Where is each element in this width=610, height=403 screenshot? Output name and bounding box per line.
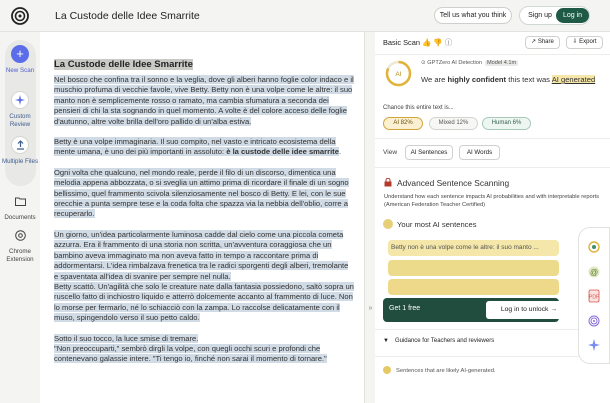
tab-basic-scan[interactable]: Basic Scan (383, 38, 420, 47)
model-icon: ⊙ (421, 60, 426, 66)
gptzero-logo-icon[interactable] (10, 6, 30, 26)
legend: Sentences that are likely AI-generated. (383, 366, 496, 374)
sidebar-item-label: Chrome Extension (6, 248, 34, 263)
export-button[interactable]: ⇩ Export (566, 36, 603, 49)
paragraph-2[interactable]: Betty è una volpe immaginaria. Il suo compito, nel vasto e intricato ecosistema della mente umana, è uno dei più importanti in assoluto: è la custode delle idee smarrite. (54, 137, 342, 157)
document-editor[interactable] (40, 32, 365, 403)
ai-percent-pill[interactable]: AI 82% (383, 117, 423, 130)
gauge-label: AI (395, 71, 402, 78)
upload-icon (11, 136, 29, 154)
ai-words-button[interactable]: AI Words (459, 145, 500, 160)
floating-toolbar (578, 227, 610, 364)
model-version-badge: Model 4.1m (486, 60, 517, 66)
ai-gauge (385, 60, 412, 87)
log-in-to-unlock-button[interactable]: Log in to unlock → (486, 301, 572, 319)
sidebar-item-custom-review[interactable] (0, 91, 40, 128)
thumbs-up-icon[interactable]: 👍 (422, 38, 434, 47)
feedback-icons (422, 37, 454, 48)
svg-text:@: @ (589, 268, 599, 277)
chevron-down-icon: ▼ (383, 338, 389, 344)
ai-sentences-button[interactable]: AI Sentences (405, 145, 453, 160)
export-icon: ⇩ (572, 39, 578, 45)
left-sidebar (0, 32, 40, 403)
plus-icon: + (11, 45, 29, 63)
results-panel (375, 32, 610, 403)
sparkle-icon (11, 91, 29, 109)
sidebar-item-label: Multiple Files (1, 158, 39, 165)
pdf-icon[interactable] (587, 289, 601, 303)
paragraph-1[interactable]: Nel bosco che confina tra il sonno e la veglia, dove gli alberi hanno foglie color indaco e il muschio profuma di vecchie favole, vive Betty. Betty non è una volpe come le altre: il suo manto non è semplicemente rosso o ramato, ma cambia sfumatura a seconda dei pensieri di chi la sta sognando in quel momento. A volte è del colore acceso delle foglie d'autunno, altre volte brilla dell'oro pallido di un'alba estiva. (54, 75, 354, 126)
human-percent-pill[interactable]: Human 6% (482, 117, 531, 130)
sidebar-item-label: Documents (4, 214, 36, 221)
document-title[interactable]: La Custode delle Idee Smarrite (55, 10, 200, 22)
thumbs-down-icon[interactable]: 👎 (433, 38, 445, 47)
sidebar-item-multiple-files[interactable] (0, 136, 40, 166)
refresh-icon[interactable] (587, 240, 601, 254)
sign-up-button[interactable]: Sign up (528, 12, 552, 19)
info-icon[interactable]: ⓘ (444, 38, 455, 47)
chrome-icon (11, 226, 29, 244)
divider (375, 356, 610, 357)
collapse-panel-button[interactable]: » (368, 305, 373, 312)
top-ai-sentence[interactable]: Betty non è una volpe come le altre: il suo manto ... (388, 240, 559, 256)
sidebar-item-label: New Scan (5, 67, 35, 74)
plagiarism-icon[interactable] (587, 265, 601, 279)
share-button[interactable]: ↗ Share (525, 36, 560, 49)
log-in-button[interactable]: Log in (556, 8, 589, 23)
sidebar-item-documents[interactable] (0, 192, 40, 222)
verdict-text: We are highly confident this text was AI generated (421, 75, 596, 84)
paragraph-5[interactable]: Sotto il suo tocco, la luce smise di tremare. "Non preoccuparti," sembrò dirgli la volpe, con quegli occhi scuri e profondi che contenevano galassie intere. "Ti tengo io, finché non sarai il momento di tornare." (54, 333, 327, 364)
divider (375, 54, 610, 55)
ai-generated-label[interactable]: AI generated (551, 75, 596, 84)
get-free-label: Get 1 free (389, 305, 421, 312)
model-info: ⊙ GPTZero AI Detection Model 4.1m (421, 60, 517, 66)
top-ai-sentences-title: Your most AI sentences (397, 220, 477, 229)
locked-sentence (388, 260, 559, 276)
share-icon: ↗ (531, 39, 537, 45)
chance-label: Chance this entire text is... (383, 105, 454, 111)
ai-sentences-icon (383, 219, 393, 229)
auth-buttons (519, 6, 590, 25)
legend-dot (383, 366, 391, 374)
sidebar-item-label: Custom Review (9, 113, 31, 128)
divider (375, 167, 610, 168)
sparkle-icon[interactable] (587, 338, 601, 352)
editor-title[interactable]: La Custode delle Idee Smarrite (54, 59, 193, 70)
locked-sentence (388, 279, 559, 295)
divider (375, 329, 610, 330)
folder-icon (11, 192, 29, 210)
lock-icon (384, 178, 392, 187)
fingerprint-icon[interactable] (587, 314, 601, 328)
sidebar-item-chrome-extension[interactable] (0, 226, 40, 263)
guidance-toggle[interactable]: ▼ Guidance for Teachers and reviewers (383, 338, 495, 344)
advanced-scanning-description: Understand how each sentence impacts AI probabilities and with interpretable reports (American Federation Teacher Certified) (384, 194, 599, 208)
feedback-button[interactable]: Tell us what you think (434, 7, 512, 24)
sidebar-item-new-scan[interactable] (0, 45, 40, 75)
advanced-scanning-title: Advanced Sentence Scanning (397, 178, 510, 188)
mixed-percent-pill[interactable]: Mixed 12% (429, 117, 478, 130)
unlock-banner (383, 298, 559, 322)
divider (375, 138, 610, 139)
svg-text:PDF: PDF (589, 294, 599, 301)
top-bar (0, 0, 610, 32)
paragraph-3[interactable]: Ogni volta che qualcuno, nel mondo reale, perde il filo di un discorso, dimentica una melodia appena abbozzata, o si sveglia un attimo prima di ricordare il finale di un sogno bellissimo, quel frammento scivola silenziosamente nel bosco di Betty. E lei, con le sue orecchie a punta sempre tese e la coda folta che spazza via la nebbia dell'oblio, corre a recuperarlo. (54, 167, 349, 219)
view-label: View (383, 149, 398, 156)
paragraph-4[interactable]: Un giorno, un'idea particolarmente luminosa cadde dal cielo come una piccola cometa azzurra. Era il frammento di una storia non scritta, un'avventura coraggiosa che un bambino aveva immaginato ma non aveva fatto in tempo a raccontare prima di addormentarsi. L'idea rimbalzava frenetica tra le radici sporgenti degli alberi, tremolante e spaventata all'idea di svanire per sempre nel nulla. Betty scattò. Un'agilità che solo le creature nate dalla fantasia possiedono, saltò sopra un ruscello fatto di inchiostro liquido e atterrò dolcemente accanto al frammento di luce. Non lo morse per fermarlo, né lo schiacciò con la zampa. Lo raccolse delicatamente con il muso, spingendolo verso il suo petto caldo. (54, 229, 354, 323)
